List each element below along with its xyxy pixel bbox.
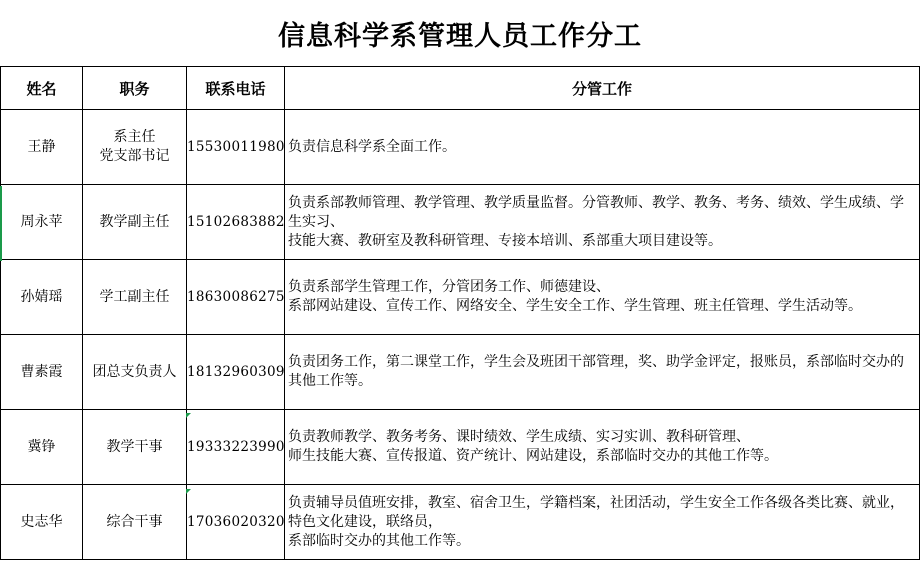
comment-indicator [186,413,191,418]
cell-name[interactable]: 冀铮 [1,410,83,485]
cell-position[interactable]: 团总支负责人 [83,335,187,410]
table-header-row [1,67,920,110]
cell-duties[interactable]: 负责辅导员值班安排，教室、宿舍卫生，学籍档案，社团活动，学生安全工作各级各类比赛、就业，特色文化建设，联络员， 系部临时交办的其他工作等。 [285,485,920,560]
cell-name[interactable]: 王静 [1,110,83,185]
cell-position[interactable]: 教学干事 [83,410,187,485]
cell-duties[interactable]: 负责教师教学、教务考务、课时绩效、学生成绩、实习实训、教科研管理、 师生技能大赛、宣传报道、资产统计、网站建设，系部临时交办的其他工作等。 [285,410,920,485]
table-row [1,185,920,260]
cell-duties[interactable]: 负责系部教师管理、教学管理、教学质量监督。分管教师、教学、教务、考务、绩效、学生成绩、学生实习、 技能大赛、教研室及教科研管理、专接本培训、系部重大项目建设等。 [285,185,920,260]
cell-name[interactable]: 周永苹 [1,185,83,260]
cell-position[interactable]: 系主任 党支部书记 [83,110,187,185]
page-title: 信息科学系管理人员工作分工 [278,20,642,52]
cell-phone[interactable]: 18630086275 [187,260,285,335]
table-row [1,410,920,485]
header-phone: 联系电话 [187,67,285,110]
cell-duties[interactable]: 负责信息科学系全面工作。 [285,110,920,185]
cell-phone[interactable]: 19333223990 [187,410,285,485]
staff-table [0,66,920,560]
table-row [1,260,920,335]
header-duties: 分管工作 [285,67,920,110]
cell-phone[interactable]: 18132960309 [187,335,285,410]
comment-indicator [186,489,191,494]
cell-position[interactable]: 综合干事 [83,485,187,560]
cell-name[interactable]: 史志华 [1,485,83,560]
cell-phone[interactable]: 15102683882 [187,185,285,260]
active-row-indicator [0,186,2,261]
cell-phone[interactable]: 17036020320 [187,485,285,560]
cell-phone[interactable]: 15530011980 [187,110,285,185]
header-name: 姓名 [1,67,83,110]
table-row [1,335,920,410]
cell-name[interactable]: 曹素霞 [1,335,83,410]
cell-position[interactable]: 教学副主任 [83,185,187,260]
header-position: 职务 [83,67,187,110]
cell-position[interactable]: 学工副主任 [83,260,187,335]
cell-name[interactable]: 孙婧瑶 [1,260,83,335]
table-row [1,485,920,560]
cell-duties[interactable]: 负责系部学生管理工作，分管团务工作、师德建设、 系部网站建设、宣传工作、网络安全、学生安全工作、学生管理、班主任管理、学生活动等。 [285,260,920,335]
cell-duties[interactable]: 负责团务工作，第二课堂工作，学生会及班团干部管理，奖、助学金评定，报账员，系部临时交办的其他工作等。 [285,335,920,410]
table-row [1,110,920,185]
